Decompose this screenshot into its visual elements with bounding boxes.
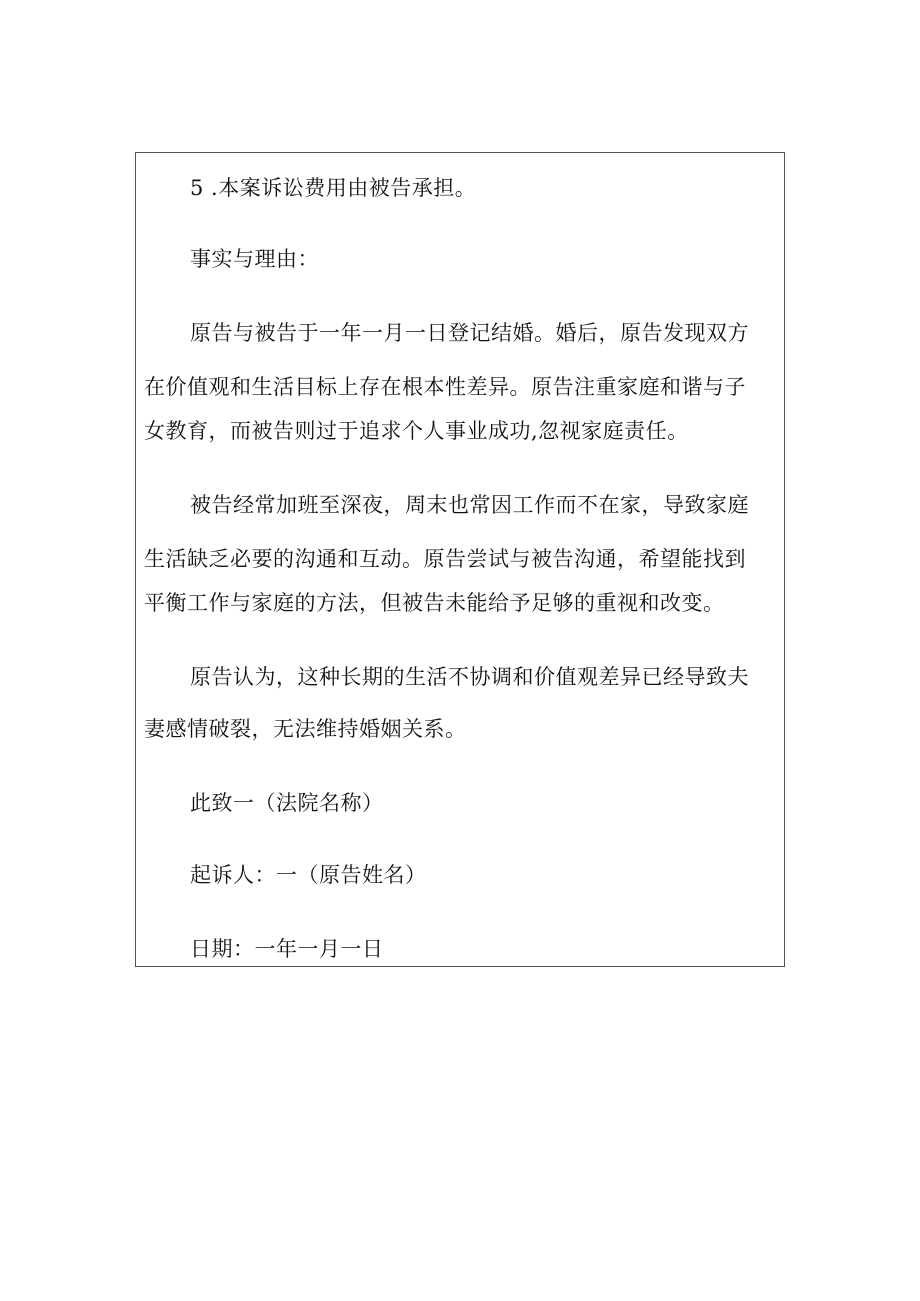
para3-line2: 妻感情破裂，无法维持婚姻关系。 — [144, 717, 467, 741]
facts-heading: 事实与理由： — [190, 247, 319, 271]
date-line: 日期：一年一月一日 — [190, 937, 384, 961]
para1-line1: 原告与被告于一年一月一日登记结婚。婚后，原告发现双方 — [190, 321, 749, 345]
document-frame — [135, 152, 785, 967]
para2-line3: 平衡工作与家庭的方法，但被告未能给予足够的重视和改变。 — [144, 591, 725, 615]
plaintiff-line: 起诉人：一（原告姓名） — [190, 863, 427, 887]
closing-line: 此致一（法院名称） — [190, 791, 384, 815]
para3-line1: 原告认为，这种长期的生活不协调和价值观差异已经导致夫 — [190, 665, 749, 689]
item-5: 5 .本案诉讼费用由被告承担。 — [190, 176, 477, 200]
para1-line2: 在价值观和生活目标上存在根本性差异。原告注重家庭和谐与子 — [144, 375, 746, 399]
para1-line3: 女教育，而被告则过于追求个人事业成功,忽视家庭责任。 — [144, 419, 689, 443]
para2-line1: 被告经常加班至深夜，周末也常因工作而不在家，导致家庭 — [190, 493, 749, 517]
para2-line2: 生活缺乏必要的沟通和互动。原告尝试与被告沟通，希望能找到 — [144, 547, 746, 571]
